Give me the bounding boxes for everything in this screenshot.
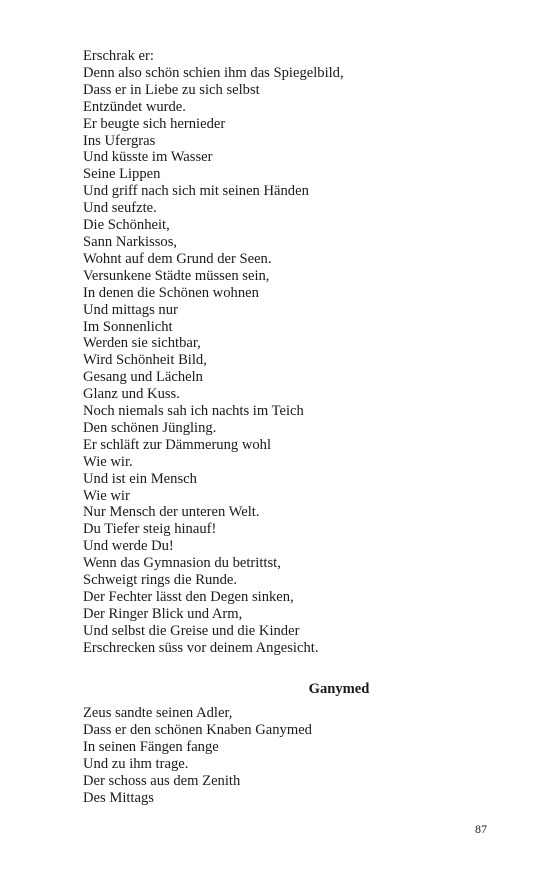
poem-line: Schweigt rings die Runde. [83,572,238,589]
poem-line: Zeus sandte seinen Adler, [83,705,233,721]
poem-line: Und griff nach sich mit seinen Händen [83,183,309,200]
poem-line: Ins Ufergras [83,132,156,149]
poem-line: In seinen Fängen fange [83,738,219,755]
poem-line: Wohnt auf dem Grund der Seen. [83,250,272,267]
poem-line: Den schönen Jüngling. [83,419,217,436]
poem-line: Sann Narkissos, [83,233,178,250]
poem-line: Und küsste im Wasser [83,149,213,166]
poem-line: Und selbst die Greise und die Kinder [83,622,300,639]
poem-line: Glanz und Kuss. [83,386,180,403]
poem-line: Im Sonnenlicht [83,318,173,335]
poem-line: Und werde Du! [83,538,174,555]
poem-line: Dass er in Liebe zu sich selbst [83,81,260,98]
page-number: 87 [475,822,487,836]
poem-line: Wie wir [83,487,130,504]
poem-line: Wie wir. [83,453,133,470]
poem-line: Der schoss aus dem Zenith [83,772,241,789]
poem-line: In denen die Schönen wohnen [83,284,259,301]
poem-line: Noch niemals sah ich nachts im Teich [83,403,304,420]
poem-line: Nur Mensch der unteren Welt. [83,504,260,521]
poem-line: Er beugte sich hernieder [83,115,226,132]
poem-line: Des Mittags [83,789,154,806]
poem-line: Erschrak er: [83,48,154,64]
poem-line: Der Fechter lässt den Degen sinken, [83,589,294,605]
poem-ganymed [83,705,503,806]
poem-line: Wird Schönheit Bild, [83,352,207,369]
poem-line: Denn also schön schien ihm das Spiegelbild, [83,64,344,81]
poem-line: Werden sie sichtbar, [83,335,201,352]
poem-line: Erschrecken süss vor deinem Angesicht. [83,639,319,656]
poem-line: Und zu ihm trage. [83,755,189,772]
poem-line: Der Ringer Blick und Arm, [83,605,243,622]
poem-narkissos-continuation [83,48,503,657]
poem-line: Seine Lippen [83,166,161,183]
poem-line: Er schläft zur Dämmerung wohl [83,436,272,453]
section-title: Ganymed [308,681,370,697]
poem-line: Dass er den schönen Knaben Ganymed [83,721,312,738]
poem-line: Und mittags nur [83,301,178,318]
poem-line: Du Tiefer steig hinauf! [83,521,217,538]
poem-line: Wenn das Gymnasion du betrittst, [83,555,281,572]
poem-line: Die Schönheit, [83,217,170,234]
poem-line: Gesang und Lächeln [83,369,203,386]
poem-line: Und ist ein Mensch [83,470,197,487]
poem-line: Und seufzte. [83,200,157,217]
poem-line: Versunkene Städte müssen sein, [83,267,270,284]
poem-line: Entzündet wurde. [83,98,186,115]
